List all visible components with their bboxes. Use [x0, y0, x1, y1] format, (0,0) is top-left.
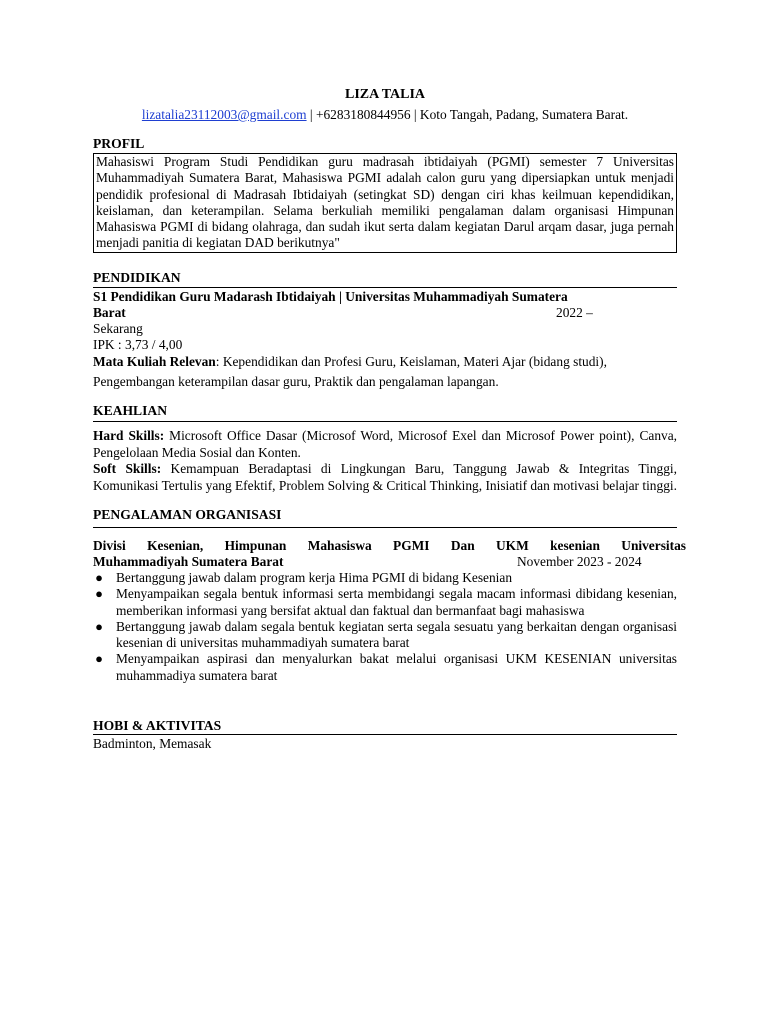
hard-skills: [93, 428, 677, 462]
education-period-end: Sekarang: [93, 320, 143, 336]
role-line-1: Divisi Kesenian, Himpunan Mahasiswa PGMI Dan UKM kesenian Universitas: [93, 537, 686, 553]
soft-skills: [93, 461, 677, 495]
section-title-pendidikan: PENDIDIKAN: [93, 269, 677, 288]
section-title-keahlian: KEAHLIAN: [93, 402, 677, 422]
soft-skills-text: Kemampuan Beradaptasi di Lingkungan Baru, Tanggung Jawab & Integritas Tinggi, Komunikasi Tertulis yang Efektif, Problem Solving & Critical Thinking, Inisiatif dan motivasi belajar tinggi.: [93, 461, 677, 494]
candidate-name: LIZA TALIA: [344, 87, 425, 102]
list-item: ● Menyampaikan segala bentuk informasi serta membidangi segala macam informasi dibidang kesenian, memberikan informasi yang bersifat aktual dan faktual dan bermanfaat bagi mahasiswa: [93, 586, 677, 619]
education-courses: [93, 352, 677, 392]
contact-details: | +6283180844956 | Koto Tangah, Padang, Sumatera Barat.: [306, 107, 629, 122]
education-degree-continued: [93, 305, 677, 321]
bullet-icon: ●: [95, 586, 103, 602]
profil-text: Mahasiswi Program Studi Pendidikan guru madrasah ibtidaiyah (PGMI) semester 7 Universitas Muhammadiyah Sumatera Barat, Mahasiswa PGMI adalah calon guru yang dipersiapkan untuk menjadi pendidik profesional di Madrasah Ibtidaiyah (setingkat SD) dengan ciri khas keilmuan kependidikan, keislaman, dan keterampilan. Selama berkuliah memiliki pengalaman dalam organisasi Himpunan Mahasiswa PGMI di bidang olahraga, dan sudah ikut serta dalam kegiatan Darul arqam dasar, juga pernah menjadi panitia di kegiatan DAD berikutnya": [93, 153, 677, 253]
section-title-hobi: HOBI & AKTIVITAS: [93, 717, 677, 735]
degree-line-1: S1 Pendidikan Guru Madarash Ibtidaiyah | Universitas Muhammadiyah Sumatera: [93, 288, 568, 304]
bullet-icon: ●: [95, 569, 103, 585]
organization-duties: [93, 570, 677, 684]
hobi-text: Badminton, Memasak: [93, 736, 212, 752]
courses-label: Mata Kuliah Relevan: [93, 353, 216, 369]
role-line-2: Muhammadiyah Sumatera Barat: [93, 553, 284, 569]
education-ipk: IPK : 3,73 / 4,00: [93, 336, 183, 352]
profil-section: [93, 135, 677, 253]
organization-period: November 2023 - 2024: [517, 553, 642, 569]
list-item: ● Menyampaikan aspirasi dan menyalurkan bakat melalui organisasi UKM KESENIAN universitas muhammadiya sumatera barat: [93, 651, 677, 684]
pendidikan-section: [93, 269, 677, 392]
bullet-icon: ●: [95, 651, 103, 667]
degree-line-2: Barat: [93, 304, 126, 320]
education-degree: [93, 289, 677, 305]
soft-skills-label: Soft Skills:: [93, 461, 162, 477]
courses-text: : Kependidikan dan Profesi Guru, Keislaman, Materi Ajar (bidang studi), Pengembangan keterampilan dasar guru, Praktik dan pengalaman lapangan.: [93, 353, 607, 389]
list-item: ● Bertanggung jawab dalam segala bentuk kegiatan serta segala sesuatu yang berkaitan dengan organisasi kesenian di universitas muhammadiyah sumatera barat: [93, 619, 677, 652]
organization-role: [93, 538, 686, 570]
list-item: ● Bertanggung jawab dalam program kerja Hima PGMI di bidang Kesenian: [93, 570, 677, 586]
section-title-profil: PROFIL: [93, 136, 145, 151]
section-title-organisasi: PENGALAMAN ORGANISASI: [93, 506, 677, 528]
education-period-start: 2022 –: [556, 304, 593, 320]
hobi-section: [93, 717, 677, 752]
organisasi-section: [93, 506, 686, 684]
keahlian-section: [93, 402, 677, 495]
resume-page: [93, 86, 686, 752]
contact-line: [93, 106, 677, 124]
hard-skills-label: Hard Skills:: [93, 427, 165, 443]
email-link[interactable]: lizatalia23112003@gmail.com: [141, 107, 307, 122]
hard-skills-text: Microsoft Office Dasar (Microsof Word, Microsof Exel dan Microsof Power point), Canva, Pengelolaan Media Sosial dan Konten.: [93, 427, 677, 460]
bullet-icon: ●: [95, 618, 103, 634]
